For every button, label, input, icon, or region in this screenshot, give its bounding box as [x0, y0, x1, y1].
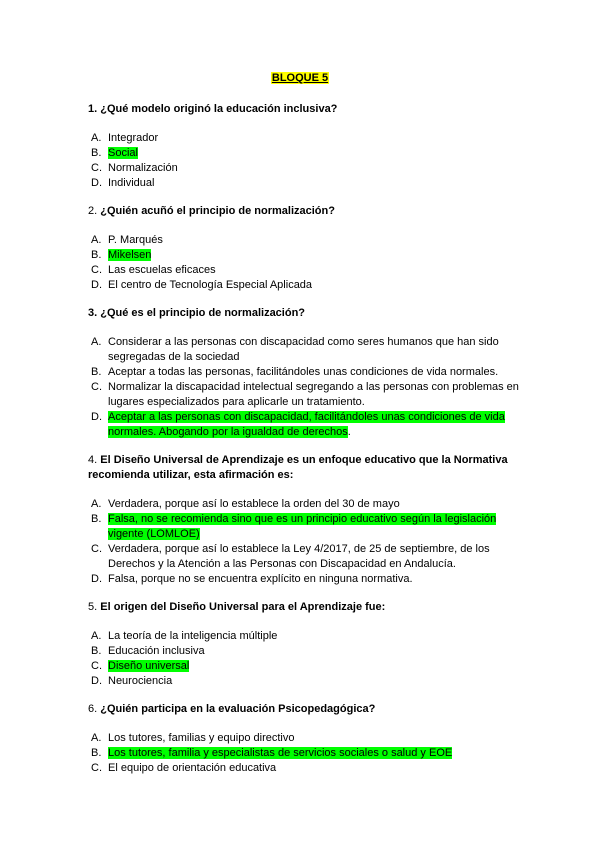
- question-2-options: [91, 233, 531, 293]
- option-4d: D. Falsa, porque no se encuentra explícito en ninguna normativa.: [91, 573, 413, 585]
- question-1: 1. ¿Qué modelo originó la educación inclusiva?: [88, 103, 338, 115]
- question-5-options: [91, 629, 531, 689]
- option-2a: A. P. Marqués: [91, 234, 163, 246]
- option-4a: A. Verdadera, porque así lo establece la orden del 30 de mayo: [91, 498, 400, 510]
- option-4b-correct: B. Falsa, no se recomienda sino que es un principio educativo según la legislación vigente (LOMLOE): [91, 513, 497, 540]
- question-4-options: [91, 497, 531, 587]
- option-2d: D. El centro de Tecnología Especial Aplicada: [91, 279, 313, 291]
- option-3a: A. Considerar a las personas con discapacidad como seres humanos que han sido segregadas de la sociedad: [91, 336, 499, 363]
- option-1c: C. Normalización: [91, 162, 178, 174]
- option-3d-correct: D. Aceptar a las personas con discapacidad, facilitándoles unas condiciones de vida normales. Abogando por la igualdad de derechos.: [91, 411, 505, 438]
- question-6-options: [91, 731, 531, 776]
- option-5b: B. Educación inclusiva: [91, 645, 205, 657]
- option-6a: A. Los tutores, familias y equipo directivo: [91, 732, 295, 744]
- question-4-text: El Diseño Universal de Aprendizaje es un enfoque educativo que la Normativa recomienda utilizar, esta afirmación es:: [88, 454, 508, 481]
- question-3-options: [91, 335, 531, 440]
- option-3c: C. Normalizar la discapacidad intelectual segregando a las personas con problemas en lugares especializados para aplicarle un tratamiento.: [91, 381, 519, 408]
- question-5: 5. El origen del Diseño Universal para el Aprendizaje fue:: [88, 601, 386, 613]
- option-4c: C. Verdadera, porque así lo establece la Ley 4/2017, de 25 de septiembre, de los Derechos y la Atención a las Personas con Discapacidad en Andalucía.: [91, 543, 490, 570]
- option-2c: C. Las escuelas eficaces: [91, 264, 216, 276]
- question-1-options: [91, 131, 531, 191]
- option-3b: B. Aceptar a todas las personas, facilitándoles unas condiciones de vida normales.: [91, 366, 499, 378]
- question-1-text: ¿Qué modelo originó la educación inclusiva?: [100, 103, 338, 115]
- option-1d: D. Individual: [91, 177, 155, 189]
- option-5c-correct: C. Diseño universal: [91, 660, 190, 672]
- question-3: 3. ¿Qué es el principio de normalización?: [88, 307, 306, 319]
- option-6b-correct: B. Los tutores, familia y especialistas de servicios sociales o salud y EOE: [91, 747, 453, 759]
- question-6: 6. ¿Quién participa en la evaluación Psicopedagógica?: [88, 703, 376, 715]
- question-3-text: ¿Qué es el principio de normalización?: [100, 307, 306, 319]
- block-title: BLOQUE 5: [271, 72, 329, 84]
- option-5a: A. La teoría de la inteligencia múltiple: [91, 630, 278, 642]
- option-1b-correct: B. Social: [91, 147, 138, 159]
- question-5-text: El origen del Diseño Universal para el Aprendizaje fue:: [100, 601, 386, 613]
- question-2-text: ¿Quién acuñó el principio de normalización?: [100, 205, 335, 217]
- option-2b-correct: B. Mikelsen: [91, 249, 152, 261]
- question-2: 2. ¿Quién acuñó el principio de normalización?: [88, 205, 335, 217]
- option-6c: C. El equipo de orientación educativa: [91, 762, 277, 774]
- option-1a: A. Integrador: [91, 132, 159, 144]
- option-5d: D. Neurociencia: [91, 675, 173, 687]
- question-4: 4. El Diseño Universal de Aprendizaje es un enfoque educativo que la Normativa recomienda utilizar, esta afirmación es:: [88, 454, 508, 481]
- question-6-text: ¿Quién participa en la evaluación Psicopedagógica?: [100, 703, 376, 715]
